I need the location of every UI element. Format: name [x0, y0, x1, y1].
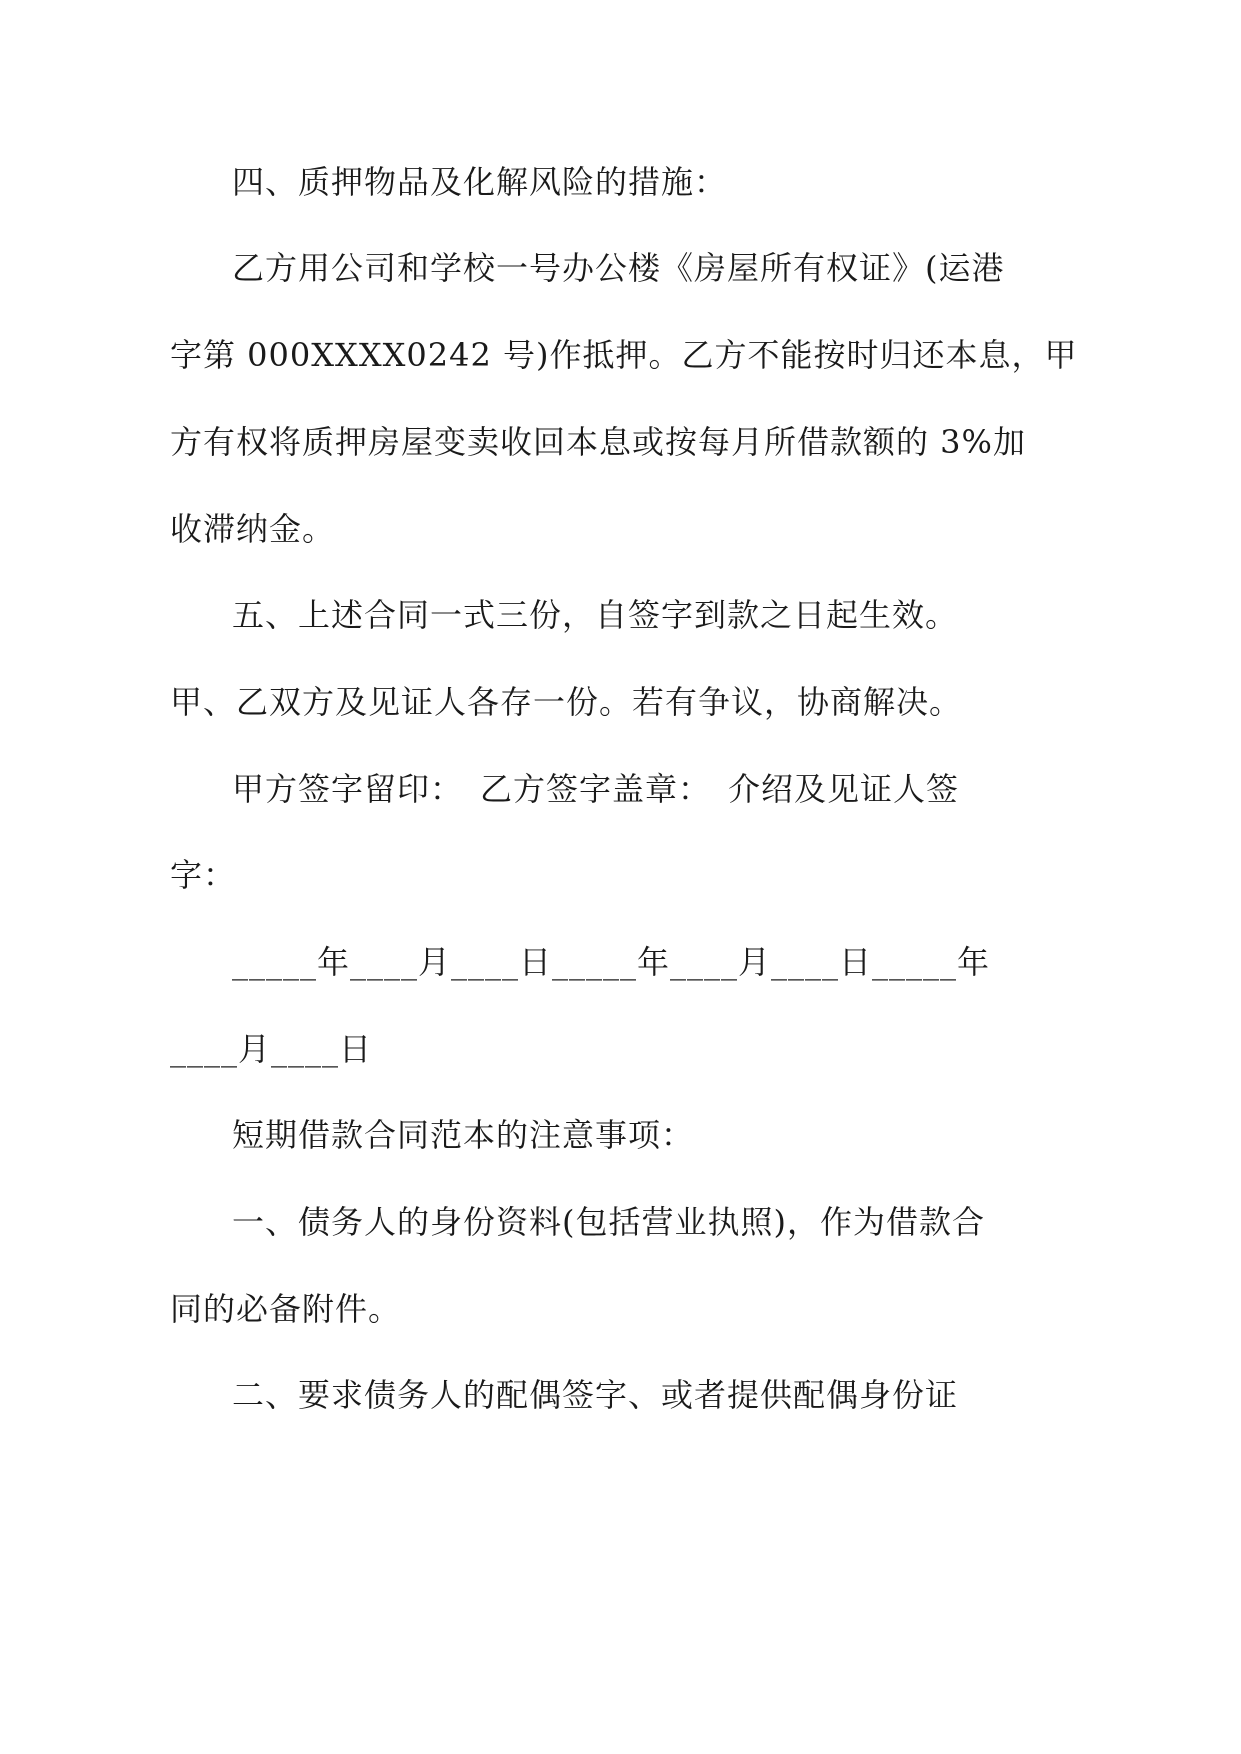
notes-heading: 短期借款合同范本的注意事项：: [232, 1116, 695, 1154]
signature-labels: 甲方签字留印： 乙方签字盖章： 介绍及见证人签: [232, 770, 960, 808]
note-item-two: 二、要求债务人的配偶签字、或者提供配偶身份证: [232, 1376, 959, 1414]
note-item-one-continued: 同的必备附件。: [170, 1290, 402, 1328]
paragraph-line: 乙方用公司和学校一号办公楼《房屋所有权证》(运港: [232, 249, 1005, 287]
section-four-heading: 四、质押物品及化解风险的措施：: [232, 163, 728, 201]
paragraph-line: 字第 000XXXX0242 号)作抵押。乙方不能按时归还本息，甲: [170, 336, 1078, 374]
paragraph-line: 收滞纳金。: [170, 510, 336, 548]
signature-labels-continued: 字：: [170, 856, 237, 894]
date-blanks: _____年____月____日_____年____月____日_____年: [232, 943, 991, 981]
paragraph-line: 甲、乙双方及见证人各存一份。若有争议，协商解决。: [170, 683, 963, 721]
date-blanks-continued: ____月____日: [170, 1030, 373, 1068]
section-five-heading: 五、上述合同一式三份，自签字到款之日起生效。: [232, 596, 959, 634]
note-item-one: 一、债务人的身份资料(包括营业执照)，作为借款合: [232, 1203, 985, 1241]
paragraph-line: 方有权将质押房屋变卖收回本息或按每月所借款额的 3%加: [170, 423, 1026, 461]
